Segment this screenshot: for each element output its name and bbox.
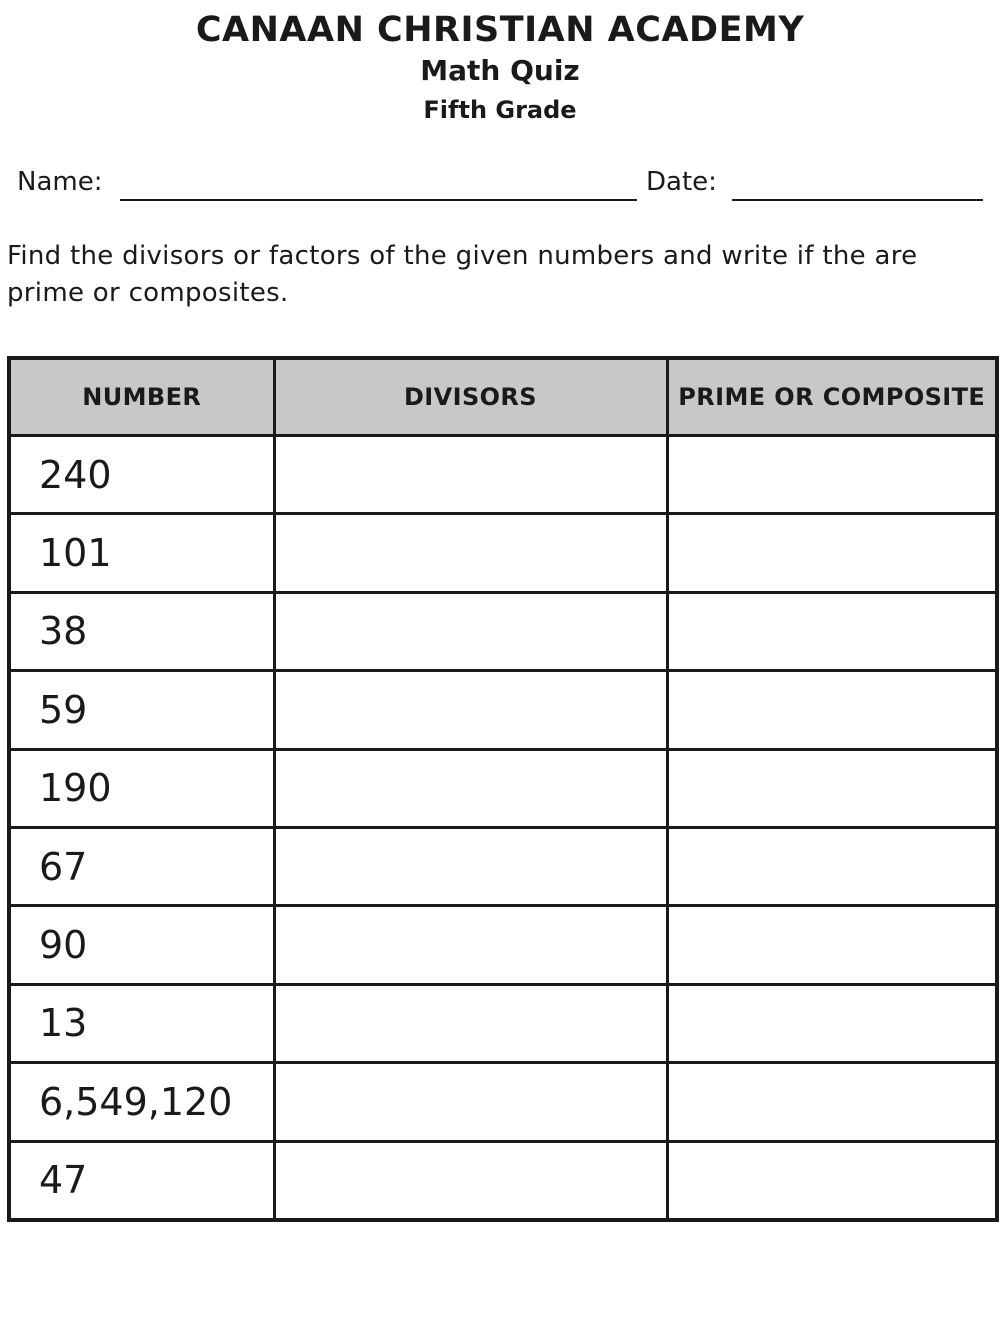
- divisors-answer-cell[interactable]: [274, 671, 667, 749]
- number-cell: 101: [9, 514, 274, 592]
- prime-composite-answer-cell[interactable]: [667, 906, 997, 984]
- number-cell: 240: [9, 436, 274, 514]
- table-row: [9, 827, 997, 905]
- number-cell: 38: [9, 592, 274, 670]
- divisors-answer-cell[interactable]: [274, 827, 667, 905]
- table-row: [9, 1063, 997, 1141]
- prime-composite-answer-cell[interactable]: [667, 514, 997, 592]
- number-cell: 13: [9, 984, 274, 1062]
- prime-composite-answer-cell[interactable]: [667, 671, 997, 749]
- divisors-answer-cell[interactable]: [274, 1063, 667, 1141]
- name-blank-field[interactable]: [120, 199, 637, 201]
- number-cell: 6,549,120: [9, 1063, 274, 1141]
- table-row: [9, 984, 997, 1062]
- table-row: [9, 671, 997, 749]
- number-cell: 59: [9, 671, 274, 749]
- name-label: Name:: [17, 167, 103, 197]
- prime-composite-answer-cell[interactable]: [667, 592, 997, 670]
- quiz-title: Math Quiz: [420, 54, 580, 87]
- quiz-table: [7, 356, 999, 1222]
- divisors-answer-cell[interactable]: [274, 906, 667, 984]
- prime-composite-answer-cell[interactable]: [667, 1141, 997, 1220]
- number-cell: 47: [9, 1141, 274, 1220]
- header-prime-or-composite: PRIME OR COMPOSITE: [667, 358, 997, 436]
- number-cell: 90: [9, 906, 274, 984]
- school-name: CANAAN CHRISTIAN ACADEMY: [195, 10, 805, 50]
- divisors-answer-cell[interactable]: [274, 984, 667, 1062]
- instructions-text: Find the divisors or factors of the given numbers and write if the are prime or composites.: [7, 241, 918, 308]
- header-number: NUMBER: [9, 358, 274, 436]
- table-header-row: [9, 358, 997, 436]
- grade-level: Fifth Grade: [423, 96, 577, 124]
- number-cell: 190: [9, 749, 274, 827]
- date-blank-field[interactable]: [732, 199, 983, 201]
- divisors-answer-cell[interactable]: [274, 514, 667, 592]
- table-row: [9, 749, 997, 827]
- prime-composite-answer-cell[interactable]: [667, 1063, 997, 1141]
- divisors-answer-cell[interactable]: [274, 749, 667, 827]
- divisors-answer-cell[interactable]: [274, 592, 667, 670]
- table-row: [9, 514, 997, 592]
- prime-composite-answer-cell[interactable]: [667, 749, 997, 827]
- table-row: [9, 436, 997, 514]
- date-label: Date:: [646, 167, 717, 197]
- number-cell: 67: [9, 827, 274, 905]
- table-row: [9, 906, 997, 984]
- table-row: [9, 1141, 997, 1220]
- prime-composite-answer-cell[interactable]: [667, 827, 997, 905]
- prime-composite-answer-cell[interactable]: [667, 984, 997, 1062]
- prime-composite-answer-cell[interactable]: [667, 436, 997, 514]
- header-divisors: DIVISORS: [274, 358, 667, 436]
- divisors-answer-cell[interactable]: [274, 436, 667, 514]
- divisors-answer-cell[interactable]: [274, 1141, 667, 1220]
- table-row: [9, 592, 997, 670]
